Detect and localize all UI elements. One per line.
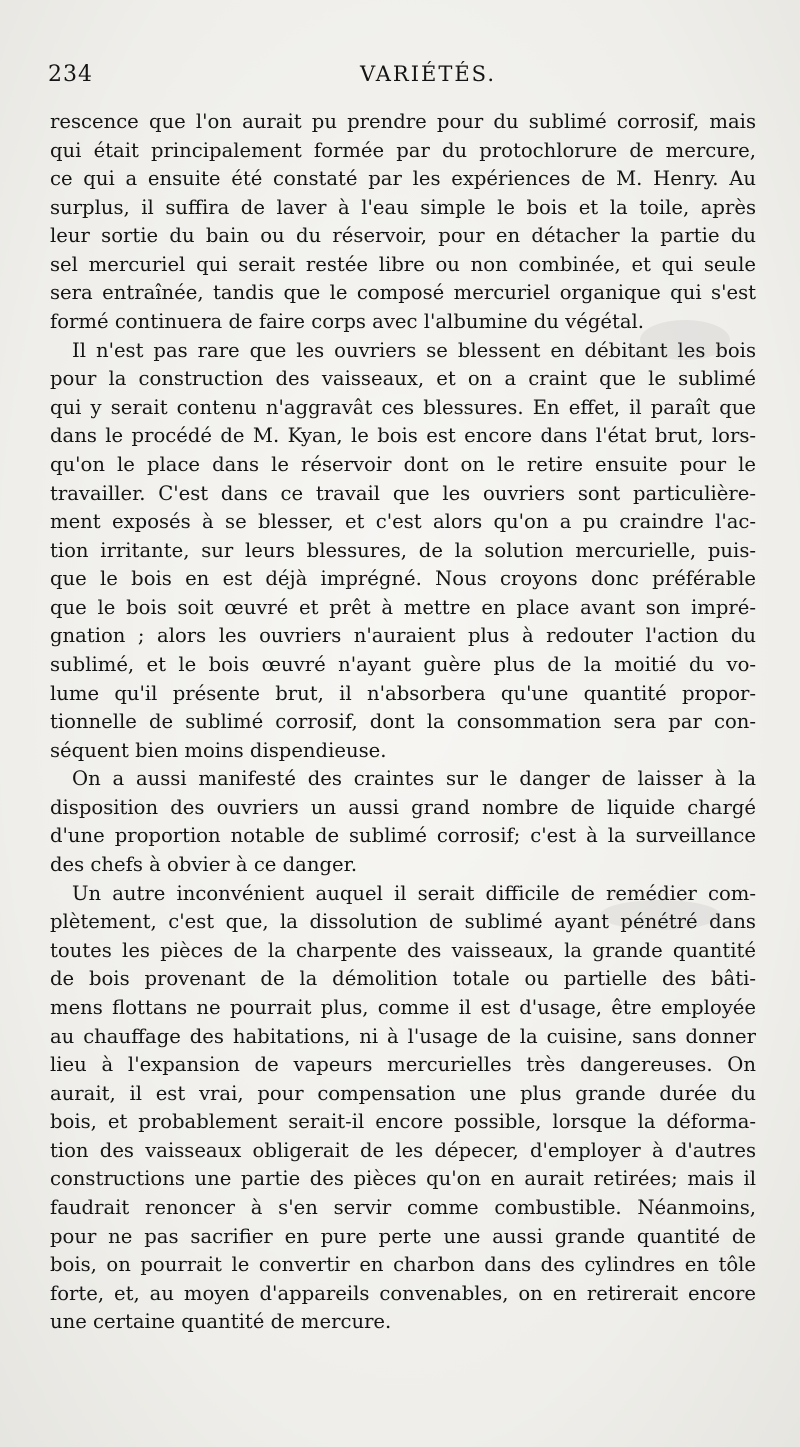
text-line: pour la construction des vaisseaux, et on a craint que le sublimé bbox=[50, 367, 756, 391]
text-line: bois, on pourrait le convertir en charbon dans des cylindres en tôle bbox=[50, 1253, 756, 1277]
text-line: plètement, c'est que, la dissolution de sublimé ayant pénétré dans bbox=[50, 910, 756, 934]
text-line: rescence que l'on aurait pu prendre pour du sublimé corrosif, mais bbox=[50, 110, 756, 133]
text-line: leur sortie du bain ou du réservoir, pour en détacher la partie du bbox=[50, 224, 756, 248]
page-number: 234 bbox=[48, 62, 93, 87]
text-line: tionnelle de sublimé corrosif, dont la consommation sera par con- bbox=[50, 710, 756, 734]
text-line: ce qui a ensuite été constaté par les expériences de M. Henry. Au bbox=[50, 167, 756, 191]
text-line: surplus, il suffira de laver à l'eau simple le bois et la toile, après bbox=[50, 195, 756, 219]
text-line: gnation ; alors les ouvriers n'auraient plus à redouter l'action du bbox=[50, 624, 756, 648]
text-line: que le bois soit œuvré et prêt à mettre en place avant son impré- bbox=[50, 595, 756, 619]
text-line: ment exposés à se blesser, et c'est alors qu'on a pu craindre l'ac- bbox=[50, 510, 756, 534]
text-line: dans le procédé de M. Kyan, le bois est encore dans l'état brut, lors- bbox=[50, 424, 756, 448]
page-header bbox=[48, 62, 752, 96]
text-line: forte, et, au moyen d'appareils convenables, on en retirerait encore bbox=[50, 1281, 756, 1305]
text-line: lieu à l'expansion de vapeurs mercurielles très dangereuses. On bbox=[50, 1053, 756, 1077]
text-line: des chefs à obvier à ce danger. bbox=[50, 853, 358, 877]
text-line: travailler. C'est dans ce travail que les ouvriers sont particulière- bbox=[50, 481, 756, 505]
text-line: Il n'est pas rare que les ouvriers se blessent en débitant les bois bbox=[72, 338, 756, 362]
text-line: qui y serait contenu n'aggravât ces blessures. En effet, il paraît que bbox=[50, 395, 756, 419]
text-line: d'une proportion notable de sublimé corrosif; c'est à la surveillance bbox=[50, 824, 756, 848]
text-line: de bois provenant de la démolition totale ou partielle des bâti- bbox=[50, 967, 756, 991]
text-line: tion des vaisseaux obligerait de les dépecer, d'employer à d'autres bbox=[50, 1138, 756, 1162]
text-line: sel mercuriel qui serait restée libre ou non combinée, et qui seule bbox=[50, 252, 756, 276]
text-line: pour ne pas sacrifier en pure perte une aussi grande quantité de bbox=[50, 1224, 756, 1248]
text-line: au chauffage des habitations, ni à l'usage de la cuisine, sans donner bbox=[50, 1024, 756, 1048]
text-line: faudrait renoncer à s'en servir comme combustible. Néanmoins, bbox=[50, 1195, 756, 1219]
running-head: VARIÉTÉS. bbox=[360, 62, 496, 86]
text-line: une certaine quantité de mercure. bbox=[50, 1310, 392, 1334]
text-line: qui était principalement formée par du protochlorure de mercure, bbox=[50, 138, 756, 162]
text-line: tion irritante, sur leurs blessures, de la solution mercurielle, puis- bbox=[50, 538, 756, 562]
text-line: que le bois en est déjà imprégné. Nous croyons donc préférable bbox=[50, 567, 756, 591]
text-line: On a aussi manifesté des craintes sur le danger de laisser à la bbox=[72, 767, 756, 791]
text-line: formé continuera de faire corps avec l'albumine du végétal. bbox=[50, 310, 645, 334]
text-line: aurait, il est vrai, pour compensation une plus grande durée du bbox=[50, 1081, 756, 1105]
text-line: constructions une partie des pièces qu'on en aurait retirées; mais il bbox=[50, 1167, 756, 1191]
text-line: toutes les pièces de la charpente des vaisseaux, la grande quantité bbox=[50, 938, 756, 962]
text-line: sublimé, et le bois œuvré n'ayant guère plus de la moitié du vo- bbox=[50, 652, 756, 676]
text-line: qu'on le place dans le réservoir dont on le retire ensuite pour le bbox=[50, 452, 756, 476]
body-text bbox=[50, 108, 756, 1337]
text-line: disposition des ouvriers un aussi grand nombre de liquide chargé bbox=[50, 795, 756, 819]
text-line: bois, et probablement serait-il encore possible, lorsque la déforma- bbox=[50, 1110, 756, 1134]
text-line: lume qu'il présente brut, il n'absorbera qu'une quantité propor- bbox=[50, 681, 756, 705]
text-line: Un autre inconvénient auquel il serait difficile de remédier com- bbox=[72, 881, 756, 905]
text-line: mens flottans ne pourrait plus, comme il est d'usage, être employée bbox=[50, 995, 756, 1019]
text-line: sera entraînée, tandis que le composé mercuriel organique qui s'est bbox=[50, 281, 756, 305]
text-line: séquent bien moins dispendieuse. bbox=[50, 738, 387, 762]
